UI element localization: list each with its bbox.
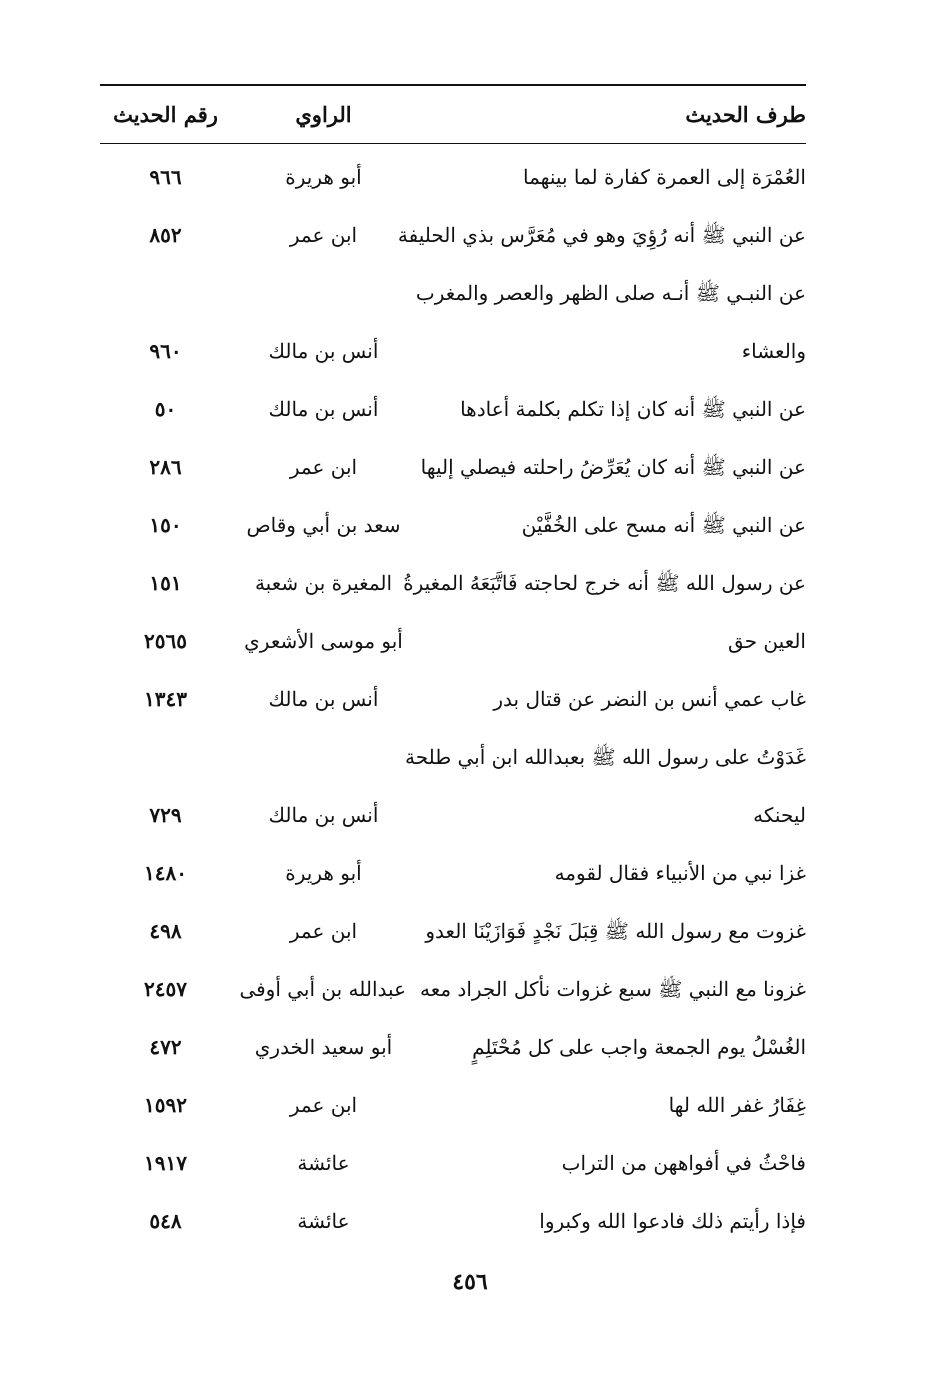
hadith-text — [406, 264, 806, 380]
narrator: أبو موسى الأشعري — [244, 629, 403, 653]
table-row — [100, 670, 806, 728]
hadith-text — [406, 380, 806, 438]
hadith-text-line: العُمْرَة إلى العمرة كفارة لما بينهما — [523, 165, 806, 189]
table-row — [100, 728, 806, 844]
hadith-number: ٨٥٢ — [149, 223, 182, 247]
table-row — [100, 1018, 806, 1076]
hadith-text — [403, 554, 806, 612]
hadith-text — [406, 844, 806, 902]
header-narrator: الراوي — [295, 102, 352, 127]
hadith-text-line: عن النبي ﷺ أنه كان يُعَرِّضُ راحلته فيصلي إليها — [420, 455, 806, 479]
hadith-text — [406, 1134, 806, 1192]
table-header — [100, 92, 806, 138]
hadith-number: ١٩١٧ — [144, 1151, 187, 1175]
table-row — [100, 1134, 806, 1192]
narrator: ابن عمر — [289, 919, 358, 943]
hadith-number: ١٥٩٢ — [144, 1093, 187, 1117]
narrator: أبو هريرة — [285, 861, 362, 885]
hadith-text — [406, 148, 806, 206]
hadith-text — [406, 728, 806, 844]
hadith-number: ٥٠ — [154, 397, 177, 421]
narrator: أنس بن مالك — [268, 687, 379, 711]
hadith-number: ١٥١ — [149, 571, 182, 595]
hadith-text — [406, 670, 806, 728]
hadith-text-line: غزوت مع رسول الله ﷺ قِبَلَ نَجْدٍ فَوَازَيْنَا العدو — [425, 919, 806, 943]
hadith-text-line: العين حق — [728, 629, 806, 653]
narrator: ابن عمر — [289, 455, 358, 479]
hadith-text-line: ليحنكه — [753, 803, 806, 827]
hadith-text-line: غاب عمي أنس بن النضر عن قتال بدر — [493, 687, 806, 711]
narrator: أنس بن مالك — [268, 339, 379, 363]
hadith-number: ٩٦٠ — [149, 339, 182, 363]
table-row — [100, 380, 806, 438]
table-row — [100, 554, 806, 612]
table-row — [100, 1076, 806, 1134]
hadith-text-line: غِفَارُ غفر الله لها — [668, 1093, 806, 1117]
narrator: عائشة — [297, 1151, 350, 1175]
hadith-number: ٥٤٨ — [149, 1209, 182, 1233]
narrator: ابن عمر — [289, 223, 358, 247]
table-row — [100, 206, 806, 264]
hadith-number: ١٤٨٠ — [144, 861, 187, 885]
table-row — [100, 496, 806, 554]
table-row — [100, 902, 806, 960]
hadith-text — [406, 960, 806, 1018]
table-row — [100, 960, 806, 1018]
hadith-text — [406, 1192, 806, 1250]
table-row — [100, 148, 806, 206]
hadith-text-line: غَدَوْتُ على رسول الله ﷺ بعبدالله ابن أبي طلحة — [404, 745, 806, 769]
hadith-text-line: فاحْثُ في أفواههن من التراب — [561, 1151, 806, 1175]
hadith-text — [406, 902, 806, 960]
narrator: أنس بن مالك — [268, 803, 379, 827]
hadith-number: ١٥٠ — [149, 513, 182, 537]
hadith-text-line: غزونا مع النبي ﷺ سبع غزوات نأكل الجراد معه — [419, 977, 806, 1001]
hadith-text — [406, 1018, 806, 1076]
hadith-number: ٤٧٢ — [149, 1035, 182, 1059]
hadith-text-line: عن النبي ﷺ أنه رُؤِيَ وهو في مُعَرَّس بذي الحليفة — [397, 223, 806, 247]
narrator: ابن عمر — [289, 1093, 358, 1117]
hadith-text-line: عن النبي ﷺ أنه مسح على الخُفَّيْن — [521, 513, 806, 537]
hadith-number: ٢٨٦ — [149, 455, 182, 479]
hadith-text-line: عن النبي ﷺ أنه كان إذا تكلم بكلمة أعادها — [460, 397, 806, 421]
table-row — [100, 1192, 806, 1250]
hadith-text-line: عن النبـي ﷺ أنـه صلى الظهر والعصر والمغرب — [415, 281, 806, 305]
narrator: المغيرة بن شعبة — [254, 571, 393, 595]
hadith-number: ٢٥٦٥ — [144, 629, 187, 653]
table-row — [100, 612, 806, 670]
hadith-number: ٩٦٦ — [149, 165, 182, 189]
hadith-text — [406, 1076, 806, 1134]
top-rule — [100, 84, 806, 86]
table-row — [100, 264, 806, 380]
table-row — [100, 438, 806, 496]
hadith-text-line: فإذا رأيتم ذلك فادعوا الله وكبروا — [539, 1209, 806, 1233]
page-number: ٤٥٦ — [452, 1269, 488, 1295]
table-body — [100, 148, 806, 1250]
narrator: أبو سعيد الخدري — [254, 1035, 393, 1059]
narrator: عائشة — [297, 1209, 350, 1233]
hadith-text — [406, 438, 806, 496]
hadith-text — [397, 206, 806, 264]
narrator: سعد بن أبي وقاص — [246, 513, 401, 537]
hadith-text-line: الغُسْلُ يوم الجمعة واجب على كل مُحْتَلِمٍ — [472, 1035, 806, 1059]
narrator: أبو هريرة — [285, 165, 362, 189]
narrator: أنس بن مالك — [268, 397, 379, 421]
hadith-text-line: والعشاء — [741, 339, 806, 363]
hadith-text-line: غزا نبي من الأنبياء فقال لقومه — [554, 861, 806, 885]
hadith-number: ٢٤٥٧ — [144, 977, 187, 1001]
hadith-number: ١٣٤٣ — [144, 687, 187, 711]
hadith-number: ٧٢٩ — [149, 803, 182, 827]
hadith-text — [406, 612, 806, 670]
table-row — [100, 844, 806, 902]
hadith-text — [406, 496, 806, 554]
header-hadith-text: طرف الحديث — [685, 102, 806, 127]
header-hadith-number: رقم الحديث — [113, 102, 218, 127]
narrator: عبدالله بن أبي أوفى — [239, 977, 406, 1001]
header-rule — [100, 143, 806, 144]
hadith-text-line: عن رسول الله ﷺ أنه خرج لحاجته فَاتَّبَعَهُ المغيرةُ — [403, 571, 806, 595]
hadith-number: ٤٩٨ — [149, 919, 182, 943]
